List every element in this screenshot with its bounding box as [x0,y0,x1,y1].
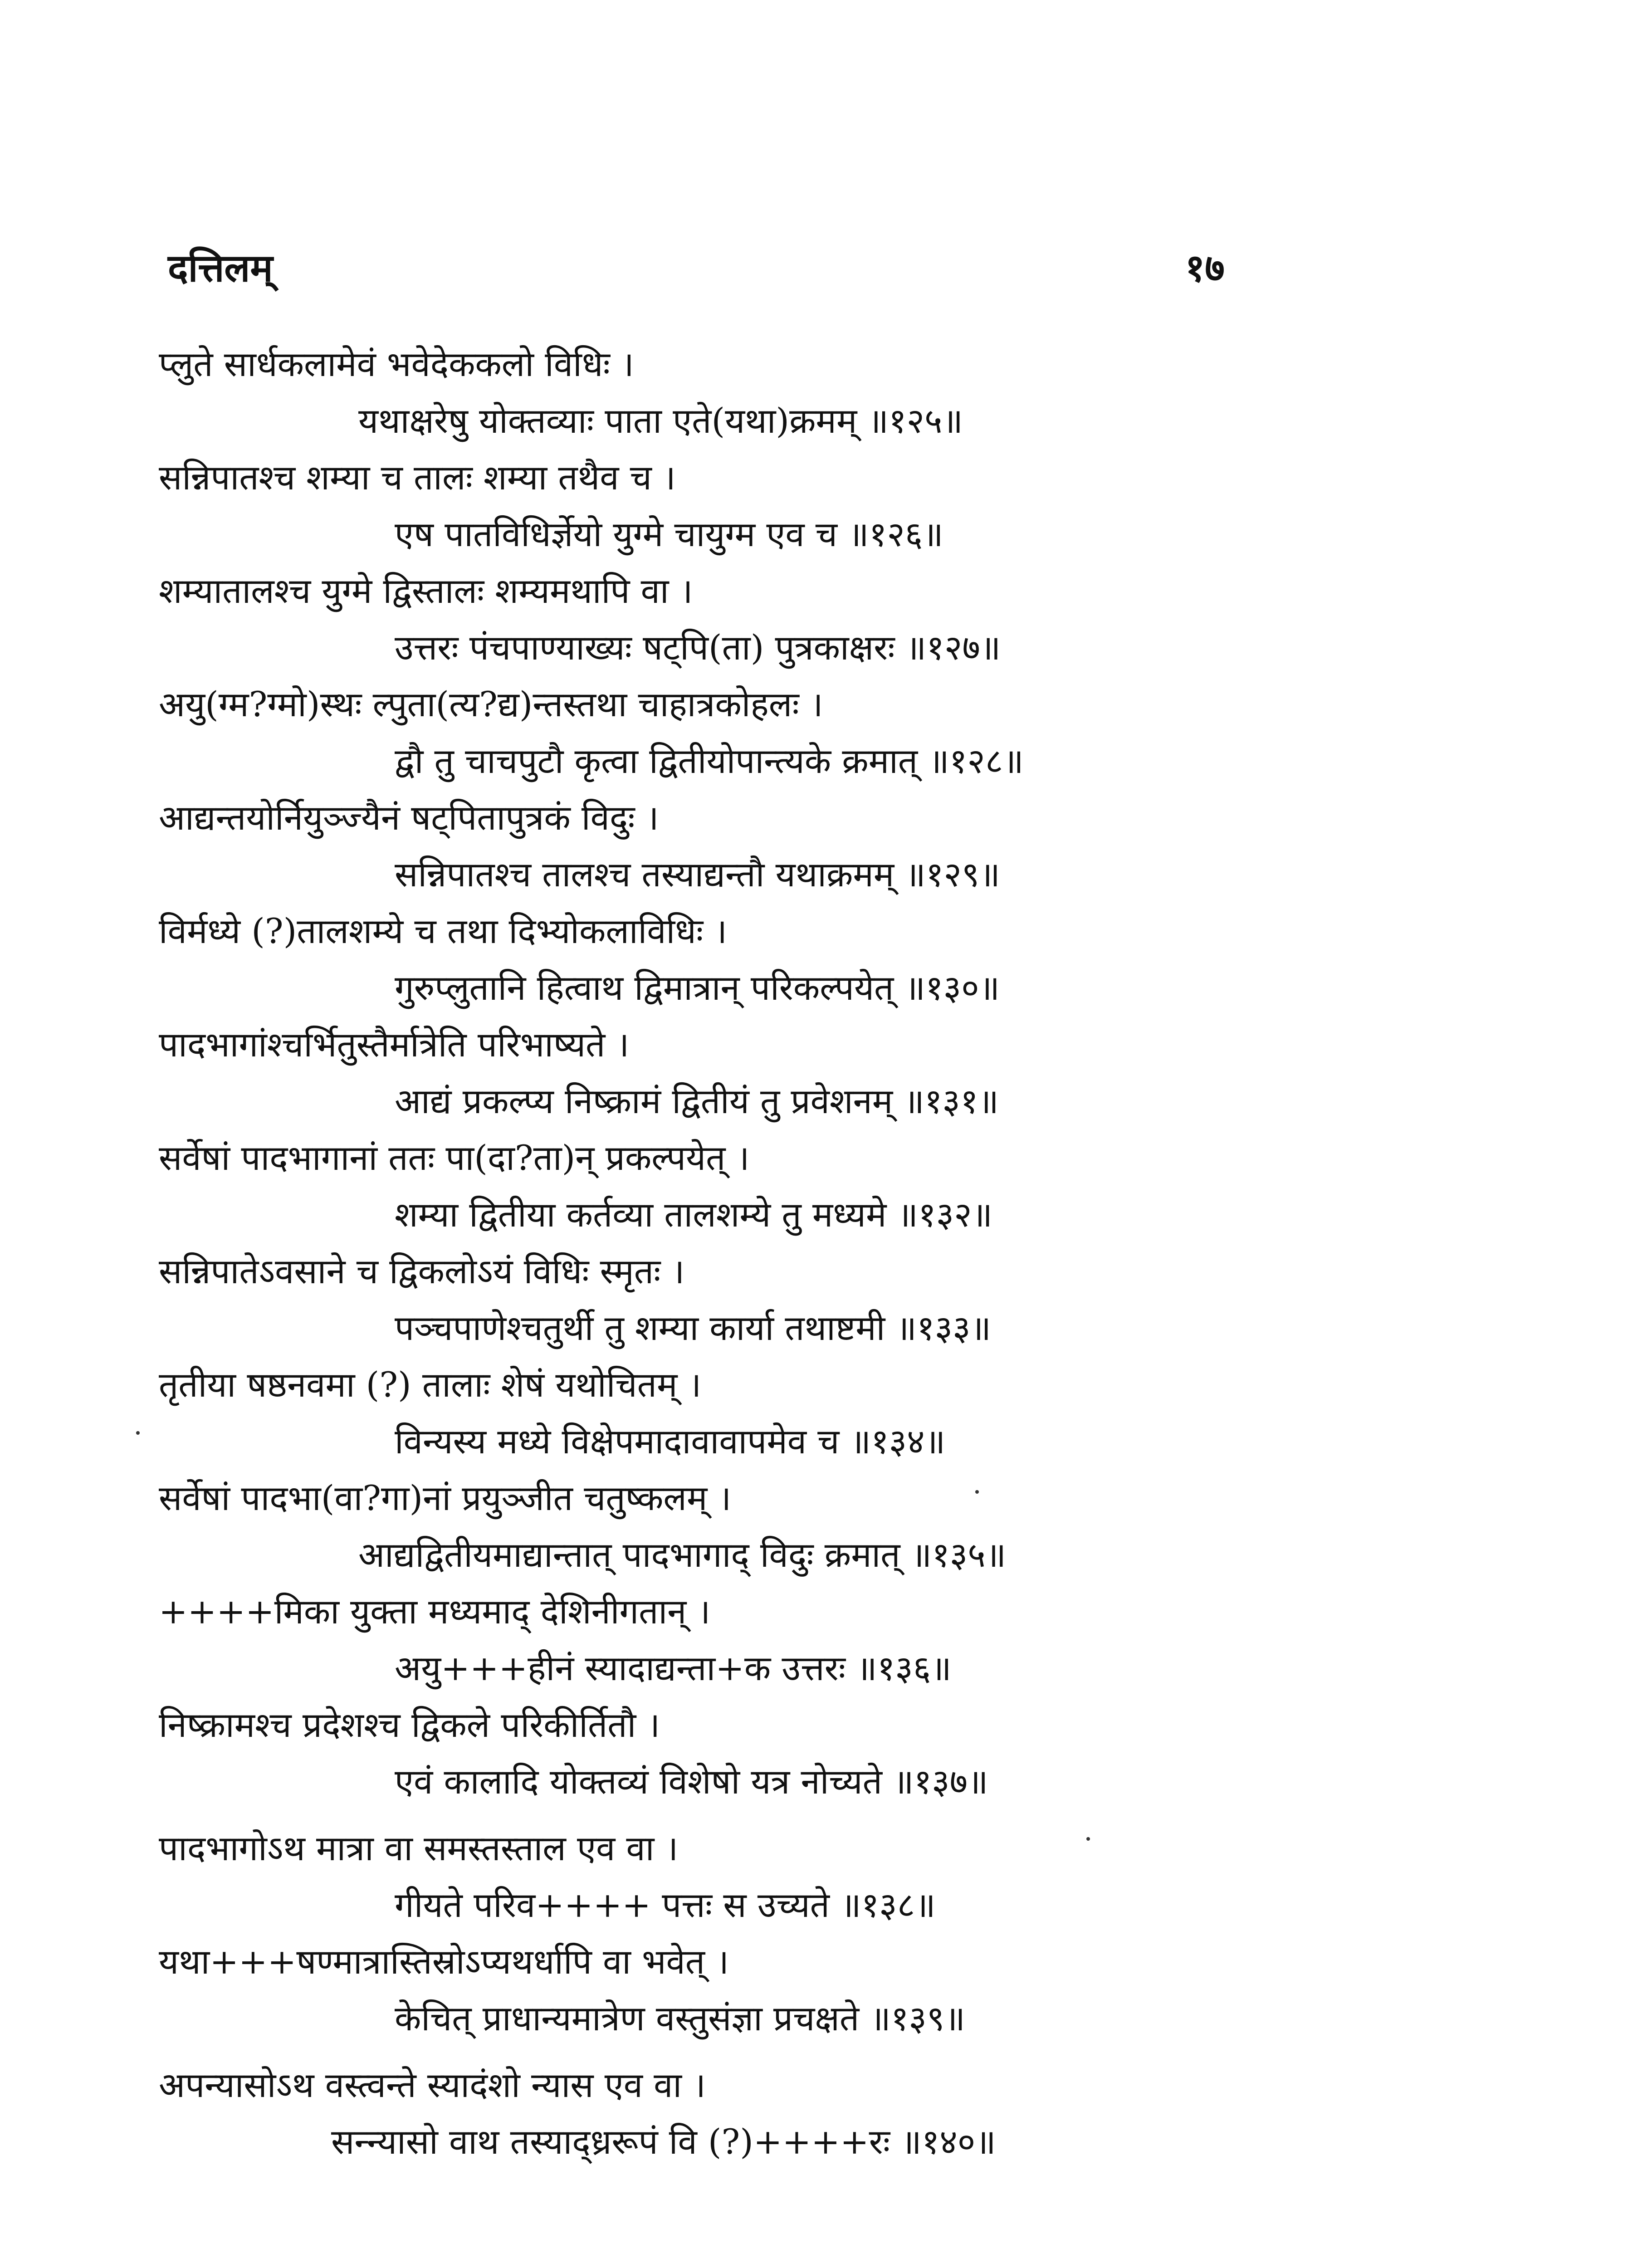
verse-line: सन्निपातश्च शम्या च तालः शम्या तथैव च । [159,457,676,498]
verse-line: ++++मिका युक्ता मध्यमाद् देशिनीगतान् । [159,1591,711,1632]
verse-line: एष पातविधिर्ज्ञेयो युग्मे चायुग्म एव च ॥१२६॥ [395,514,943,554]
verse-line: शम्यातालश्च युग्मे द्विस्तालः शम्यमथापि वा । [159,571,693,611]
stanza-gap [159,1810,1247,1820]
verse-line: यथाक्षरेषु योक्तव्याः पाता एते(यथा)क्रमम् ॥१२५॥ [358,401,963,441]
verse-line: सन्न्यासो वाथ तस्याद्ध्ररूपं वि (?)++++रः ॥१४०॥ [331,2121,996,2162]
verse-text [159,336,1247,2170]
page-number: १७ [1185,245,1225,290]
verse-line: सन्निपातश्च तालश्च तस्याद्यन्तौ यथाक्रमम् ॥१२९॥ [395,854,1000,894]
verse-line: विन्यस्य मध्ये विक्षेपमादावावापमेव च ॥१३४॥ [395,1421,946,1461]
print-speck [975,1490,979,1494]
verse-line: आद्यन्तयोर्नियुञ्ज्यैनं षट्पितापुत्रकं विदुः । [159,797,659,838]
verse-line: निष्क्रामश्च प्रदेशश्च द्विकले परिकीर्तितौ । [159,1705,660,1745]
verse-line: अपन्यासोऽथ वस्त्वन्ते स्यादंशो न्यास एव वा । [159,2065,706,2105]
verse-line: सर्वेषां पादभागानां ततः पा(दा?ता)न् प्रकल्पयेत् । [159,1138,750,1178]
verse-line: आद्यं प्रकल्प्य निष्क्रामं द्वितीयं तु प्रवेशनम् ॥१३१॥ [395,1081,999,1121]
verse-line: तृतीया षष्ठनवमा (?) तालाः शेषं यथोचितम् । [159,1364,702,1405]
verse-line: अयु(ग्म?ग्मो)स्थः ल्पुता(त्य?द्य)न्तस्तथा चाहात्रकोहलः । [159,684,823,724]
verse-line: पञ्चपाणेश्चतुर्थी तु शम्या कार्या तथाष्टमी ॥१३३॥ [395,1308,992,1348]
running-head [168,240,1225,293]
verse-line: यथा+++षण्मात्रास्तिस्रोऽप्यथर्धापि वा भवेत् । [159,1941,729,1982]
stanza-gap [159,2047,1247,2057]
verse-line: गुरुप्लुतानि हित्वाथ द्विमात्रान् परिकल्पयेत् ॥१३०॥ [395,968,1000,1008]
running-title: दत्तिलम् [168,245,273,290]
verse-line: द्वौ तु चाचपुटौ कृत्वा द्वितीयोपान्त्यके क्रमात् ॥१२८॥ [395,741,1024,781]
verse-line: अयु+++हीनं स्यादाद्यन्ता+क उत्तरः ॥१३६॥ [395,1648,952,1688]
verse-line: केचित् प्राधान्यमात्रेण वस्तुसंज्ञा प्रचक्षते ॥१३९॥ [395,1998,965,2038]
verse-line: सन्निपातेऽवसाने च द्विकलोऽयं विधिः स्मृतः । [159,1251,685,1291]
verse-line: पादभागांश्चर्भितुस्तैर्मात्रेति परिभाष्यते । [159,1024,630,1065]
verse-line: विर्मध्ये (?)तालशम्ये च तथा दिभ्योकलाविधिः । [159,911,728,951]
verse-line: सर्वेषां पादभा(वा?गा)नां प्रयुञ्जीत चतुष्कलम् । [159,1478,732,1518]
verse-line: गीयते परिव++++ पत्तः स उच्यते ॥१३८॥ [395,1885,936,1925]
verse-line: एवं कालादि योक्तव्यं विशेषो यत्र नोच्यते ॥१३७॥ [395,1761,988,1802]
verse-line: प्लुते सार्धकलामेवं भवेदेककलो विधिः । [159,344,634,384]
verse-line: उत्तरः पंचपाण्याख्यः षट्पि(ता) पुत्रकाक्षरः ॥१२७॥ [395,627,1001,668]
verse-line: आद्यद्वितीयमाद्यान्तात् पादभागाद् विदुः क्रमात् ॥१३५॥ [358,1535,1007,1575]
verse-line: शम्या द्वितीया कर्तव्या तालशम्ये तु मध्यमे ॥१३२॥ [395,1194,993,1235]
print-speck [1086,1837,1090,1841]
verse-line: पादभागोऽथ मात्रा वा समस्तस्ताल एव वा । [159,1828,679,1868]
print-speck [136,1431,140,1435]
